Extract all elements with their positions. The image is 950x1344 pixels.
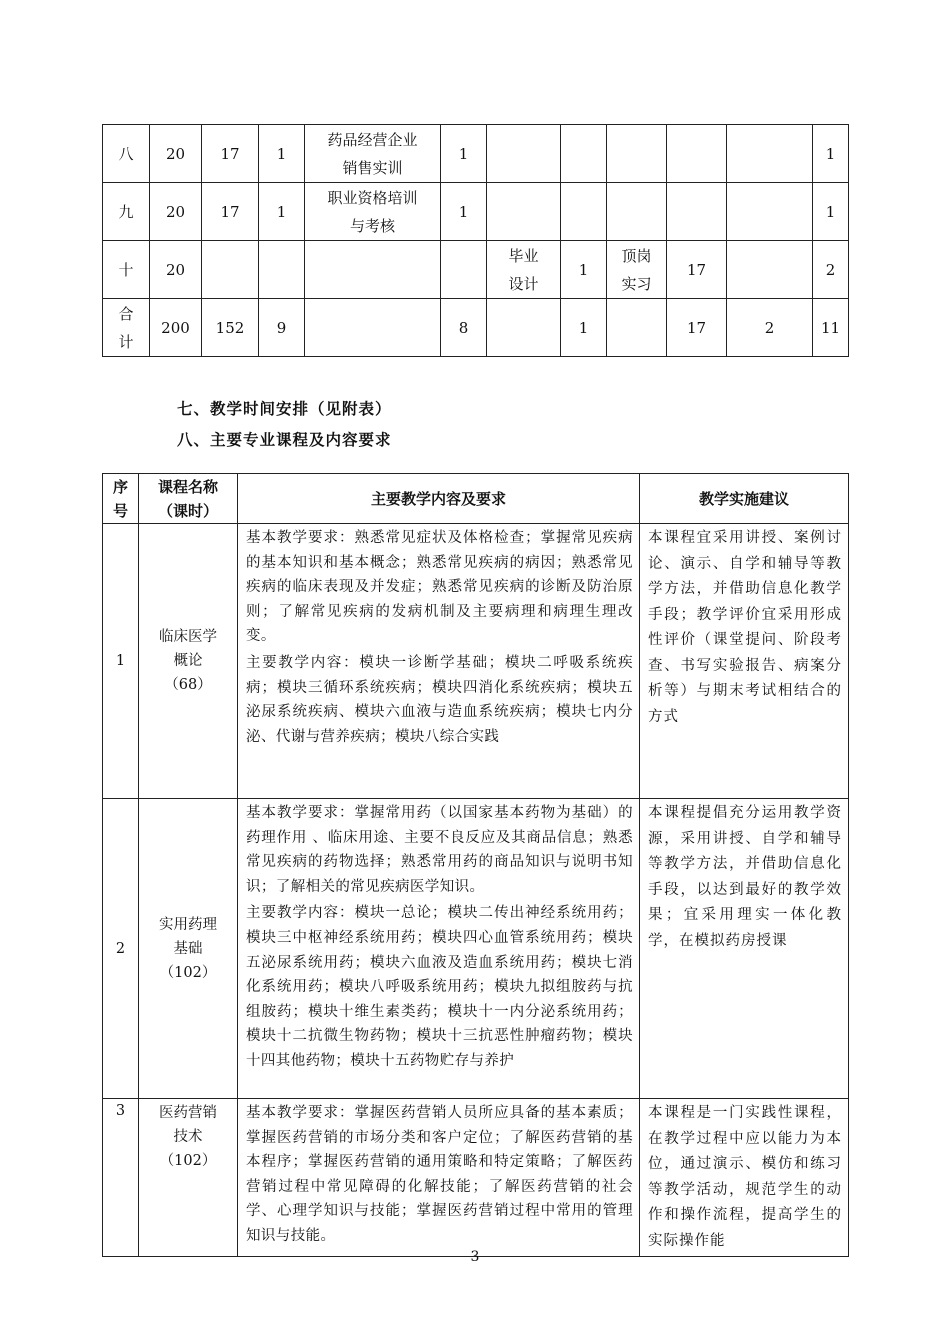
total-label: 合 计 (103, 299, 150, 357)
course-seq: 3 (103, 1099, 139, 1257)
header-content: 主要教学内容及要求 (238, 474, 640, 524)
table-header-row (103, 474, 849, 524)
course-seq: 1 (103, 524, 139, 799)
course-suggestion: 本课程是一门实践性课程，在教学过程中应以能力为本位，通过演示、模仿和练习等教学活动，规范学生的动作和操作流程，提高学生的实际操作能 (640, 1099, 849, 1257)
table-row: 八 20 17 1 药品经营企业 销售实训 1 1 (103, 125, 849, 183)
page-number: 3 (470, 1249, 480, 1265)
requirements-text: 基本教学要求：掌握常用药（以国家基本药物为基础）的药理作用 、临床用途、主要不良反应及其商品信息；熟悉常见疾病的药物选择；熟悉常用药的商品知识与说明书知识；了解相关的常见疾病医学知识。 (246, 805, 633, 895)
course-content (238, 1099, 640, 1257)
header-suggestion: 教学实施建议 (640, 474, 849, 524)
requirements-text: 基本教学要求：熟悉常见症状及体格检查；掌握常见疾病的基本知识和基本概念；熟悉常见疾病的病因；熟悉常见疾病的临床表现及并发症；熟悉常见疾病的诊断及防治原则；了解常见疾病的发病机制及主要病理和病理生理改变。 (246, 530, 633, 645)
course-seq: 2 (103, 799, 139, 1099)
course-name: 医药营销 技术 （102） (139, 1099, 238, 1257)
section-heading-8: 八、主要专业课程及内容要求 (177, 430, 392, 449)
header-seq: 序 号 (103, 474, 139, 524)
section-heading-7: 七、教学时间安排（见附表） (177, 399, 392, 418)
schedule-summary-table (102, 124, 849, 357)
course-suggestion: 本课程宜采用讲授、案例讨论、演示、自学和辅导等教学方法，并借助信息化教学手段；教学评价宜采用形成性评价（课堂提问、阶段考查、书写实验报告、病案分析等）与期末考试相结合的方式 (640, 524, 849, 799)
term-cell: 十 (103, 241, 150, 299)
table-row: 九 20 17 1 职业资格培训 与考核 1 1 (103, 183, 849, 241)
contents-text: 主要教学内容：模块一总论；模块二传出神经系统用药；模块三中枢神经系统用药；模块四心血管系统用药；模块五泌尿系统用药；模块六血液及造血系统用药；模块七消化系统用药；模块八呼吸系统用药；模块九拟组胺药与抗组胺药；模块十维生素类药；模块十一内分泌系统用药；模块十二抗微生物药物；模块十三抗恶性肿瘤药物；模块十四其他药物；模块十五药物贮存与养护 (246, 905, 633, 1069)
table-row: 十 20 毕业 设计 1 顶岗 实习 17 2 (103, 241, 849, 299)
table-row (103, 524, 849, 799)
table-row (103, 1099, 849, 1257)
requirements-text: 基本教学要求：掌握医药营销人员所应具备的基本素质；掌握医药营销的市场分类和客户定位；了解医药营销的基本程序；掌握医药营销的通用策略和特定策略；了解医药营销过程中常见障碍的化解技能；了解医药营销的社会学、心理学知识与技能；掌握医药营销过程中常用的管理知识与技能。 (246, 1105, 633, 1244)
course-name: 实用药理 基础 （102） (139, 799, 238, 1099)
table-row (103, 799, 849, 1099)
course-content (238, 799, 640, 1099)
course-name: 临床医学 概论 （68） (139, 524, 238, 799)
course-suggestion: 本课程提倡充分运用教学资源，采用讲授、自学和辅导等教学方法，并借助信息化手段，以达到最好的教学效果；宜采用理实一体化教学，在模拟药房授课 (640, 799, 849, 1099)
header-course-name: 课程名称 （课时） (139, 474, 238, 524)
course-content (238, 524, 640, 799)
term-cell: 八 (103, 125, 150, 183)
contents-text: 主要教学内容：模块一诊断学基础；模块二呼吸系统疾病；模块三循环系统疾病；模块四消化系统疾病；模块五泌尿系统疾病、模块六血液与造血系统疾病；模块七内分泌、代谢与营养疾病；模块八综合实践 (246, 654, 633, 745)
term-cell: 九 (103, 183, 150, 241)
table-row-total: 合 计 200 152 9 8 1 17 2 11 (103, 299, 849, 357)
course-content-table (102, 473, 849, 1257)
